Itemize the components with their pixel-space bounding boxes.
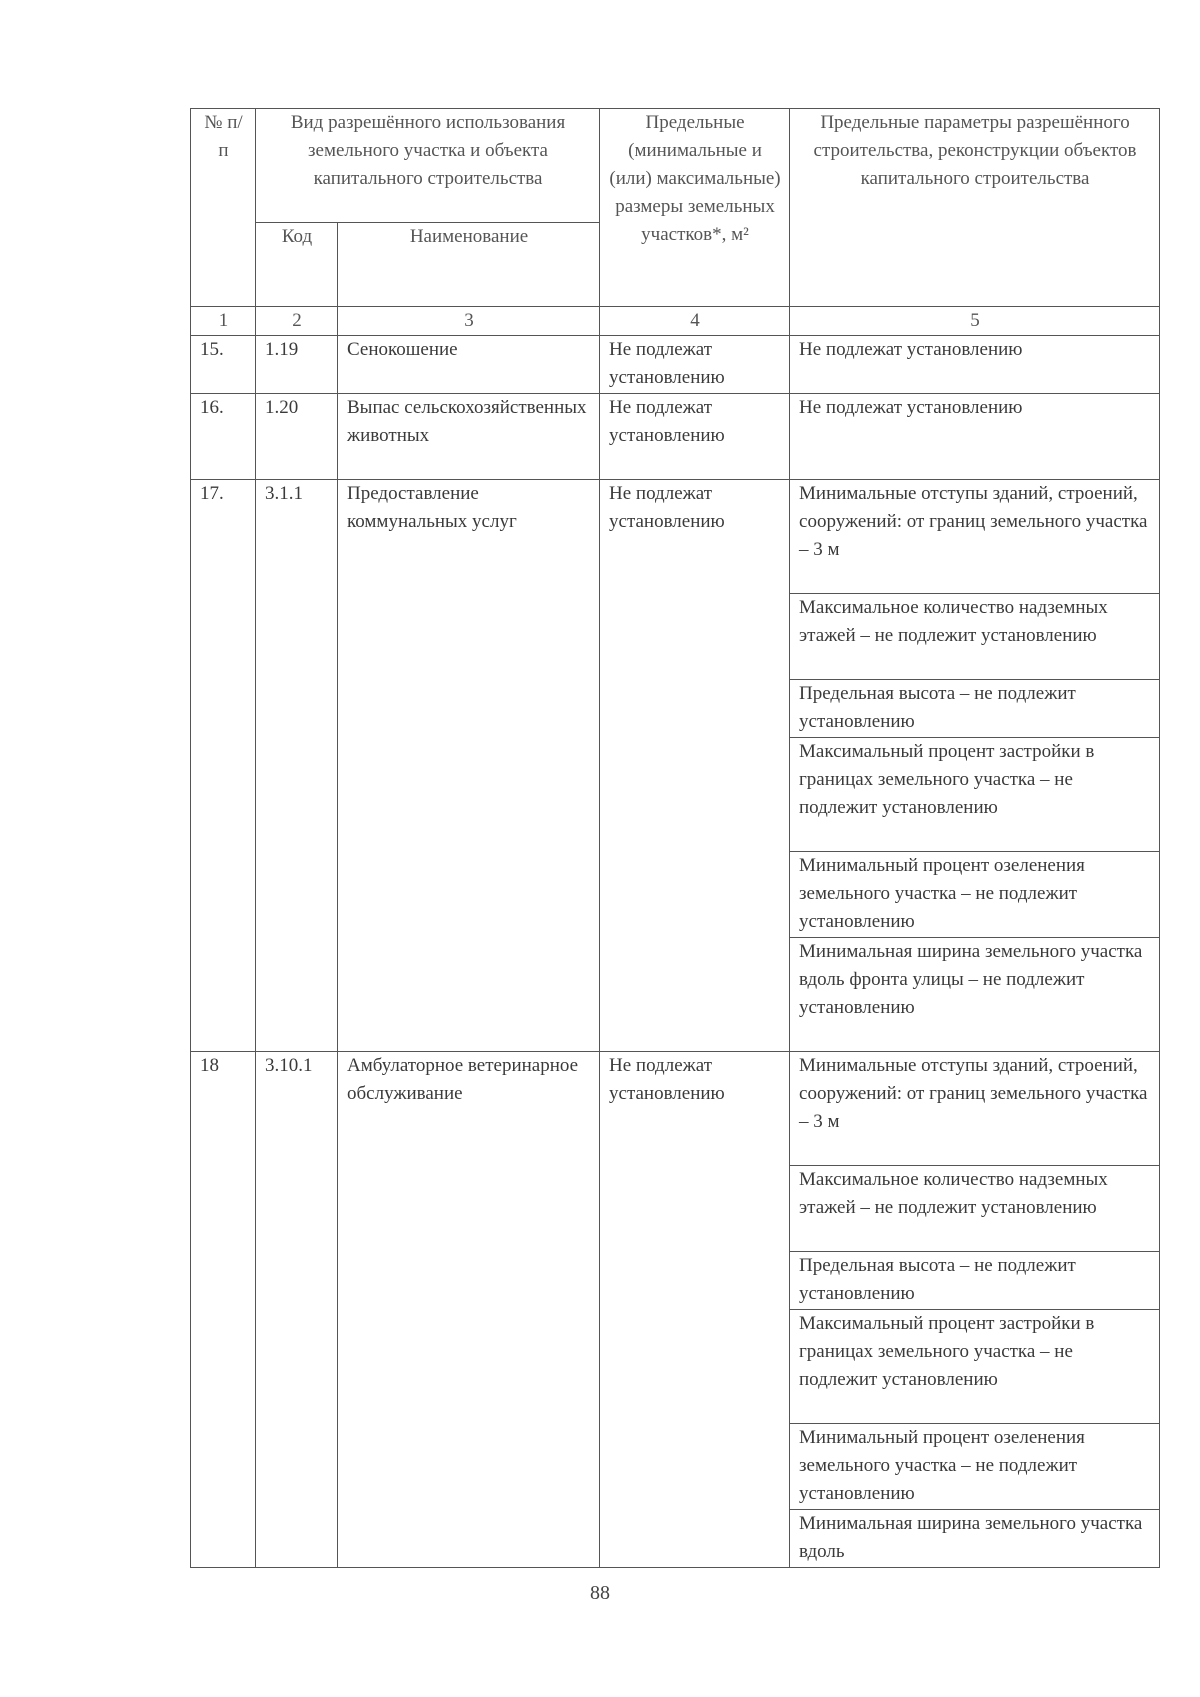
row-code: 1.20 [256,394,338,480]
row-size: Не подлежат установлению [600,336,790,394]
row-code: 3.1.1 [256,480,338,1052]
row-param: Минимальная ширина земельного участка вдоль фронта улицы – не подлежит установлению [790,938,1160,1052]
column-numbers-row [191,307,1160,336]
header-naimenovanie: Наименование [338,223,600,307]
row-param: Минимальный процент озеленения земельного участка – не подлежит установлению [790,1424,1160,1510]
row-param: Максимальный процент застройки в границах земельного участка – не подлежит установлению [790,1310,1160,1424]
table-row [191,394,1160,480]
header-kod: Код [256,223,338,307]
column-number: 4 [600,307,790,336]
row-number: 16. [191,394,256,480]
row-number: 18 [191,1052,256,1568]
table-row [191,336,1160,394]
row-param: Минимальные отступы зданий, строений, сооружений: от границ земельного участка – 3 м [790,480,1160,594]
row-size: Не подлежат установлению [600,394,790,480]
row-param: Минимальный процент озеленения земельного участка – не подлежит установлению [790,852,1160,938]
row-param: Не подлежат установлению [790,336,1160,394]
row-param: Максимальный процент застройки в границах земельного участка – не подлежит установлению [790,738,1160,852]
row-name: Амбулаторное ветеринарное обслуживание [338,1052,600,1568]
header-razmery: Предельные (минимальные и (или) максимальные) размеры земельных участков*, м² [600,109,790,307]
row-param: Предельная высота – не подлежит установлению [790,1252,1160,1310]
table-row [191,480,1160,594]
row-size: Не подлежат установлению [600,480,790,1052]
row-param: Минимальная ширина земельного участка вдоль [790,1510,1160,1568]
row-number: 15. [191,336,256,394]
row-code: 1.19 [256,336,338,394]
table-row [191,1052,1160,1166]
row-size: Не подлежат установлению [600,1052,790,1568]
header-vid: Вид разрешённого использования земельного участка и объекта капитального строительства [256,109,600,223]
row-number: 17. [191,480,256,1052]
row-param: Максимальное количество надземных этажей – не подлежит установлению [790,1166,1160,1252]
row-param: Минимальные отступы зданий, строений, сооружений: от границ земельного участка – 3 м [790,1052,1160,1166]
page-number: 88 [590,1582,610,1604]
column-number: 3 [338,307,600,336]
column-number: 5 [790,307,1160,336]
row-param: Максимальное количество надземных этажей – не подлежит установлению [790,594,1160,680]
land-use-table [190,108,1160,1568]
row-name: Сенокошение [338,336,600,394]
row-code: 3.10.1 [256,1052,338,1568]
row-name: Предоставление коммунальных услуг [338,480,600,1052]
row-param: Не подлежат установлению [790,394,1160,480]
header-num: № п/п [191,109,256,307]
column-number: 2 [256,307,338,336]
row-param: Предельная высота – не подлежит установлению [790,680,1160,738]
column-number: 1 [191,307,256,336]
row-name: Выпас сельскохозяйственных животных [338,394,600,480]
header-parametry: Предельные параметры разрешённого строительства, реконструкции объектов капитального строительства [790,109,1160,307]
